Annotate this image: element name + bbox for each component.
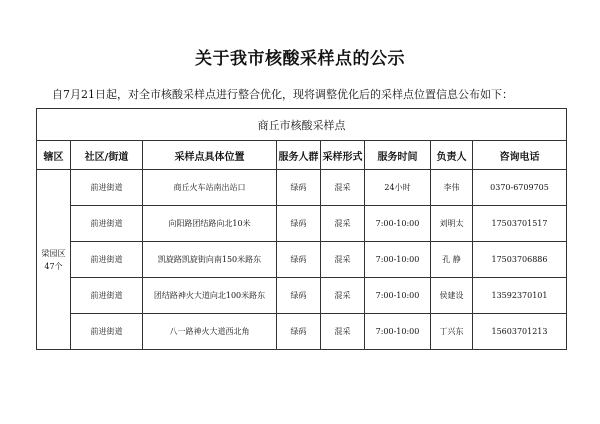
phone-cell: 0370-6709705	[473, 170, 567, 206]
service-group-cell: 绿码	[277, 170, 321, 206]
sampling-mode-cell: 混采	[321, 242, 365, 278]
district-cell	[37, 170, 71, 350]
location-cell: 八一路神火大道西北角	[143, 314, 277, 350]
sampling-mode-cell: 混采	[321, 206, 365, 242]
service-group-cell: 绿码	[277, 206, 321, 242]
intro-paragraph: 自7月21日起，对全市核酸采样点进行整合优化，现将调整优化后的采样点位置信息公布如下：	[52, 88, 513, 101]
header-sampling-mode: 采样形式	[321, 141, 365, 170]
sampling-point-table	[36, 108, 567, 350]
person-cell: 刘明太	[431, 206, 473, 242]
service-time-cell: 24小时	[365, 170, 431, 206]
location-cell: 商丘火车站南出站口	[143, 170, 277, 206]
table-caption: 商丘市核酸采样点	[37, 109, 567, 141]
phone-cell: 13592370101	[473, 278, 567, 314]
table-row	[37, 242, 567, 278]
person-cell: 丁兴东	[431, 314, 473, 350]
phone-cell: 17503701517	[473, 206, 567, 242]
service-time-cell: 7:00-10:00	[365, 242, 431, 278]
sampling-mode-cell: 混采	[321, 278, 365, 314]
community-cell: 前进街道	[71, 206, 143, 242]
header-community: 社区/街道	[71, 141, 143, 170]
community-cell: 前进街道	[71, 278, 143, 314]
service-group-cell: 绿码	[277, 314, 321, 350]
header-phone: 咨询电话	[473, 141, 567, 170]
person-cell: 孔 静	[431, 242, 473, 278]
location-cell: 团结路神火大道向北100米路东	[143, 278, 277, 314]
service-group-cell: 绿码	[277, 278, 321, 314]
table-row	[37, 170, 567, 206]
district-name: 梁园区	[41, 248, 66, 258]
service-time-cell: 7:00-10:00	[365, 206, 431, 242]
table-row	[37, 206, 567, 242]
sampling-mode-cell: 混采	[321, 314, 365, 350]
service-group-cell: 绿码	[277, 242, 321, 278]
header-district: 辖区	[37, 141, 71, 170]
table-row	[37, 278, 567, 314]
table-header-row	[37, 141, 567, 170]
sampling-mode-cell: 混采	[321, 170, 365, 206]
header-service-time: 服务时间	[365, 141, 431, 170]
service-time-cell: 7:00-10:00	[365, 278, 431, 314]
table-row	[37, 314, 567, 350]
person-cell: 李伟	[431, 170, 473, 206]
location-cell: 凯旋路凯旋街向南150米路东	[143, 242, 277, 278]
header-person-in-charge: 负责人	[431, 141, 473, 170]
location-cell: 向阳路团结路向北10米	[143, 206, 277, 242]
header-location: 采样点具体位置	[143, 141, 277, 170]
community-cell: 前进街道	[71, 314, 143, 350]
person-cell: 侯建设	[431, 278, 473, 314]
page-title: 关于我市核酸采样点的公示	[195, 49, 405, 69]
community-cell: 前进街道	[71, 170, 143, 206]
header-service-group: 服务人群	[277, 141, 321, 170]
service-time-cell: 7:00-10:00	[365, 314, 431, 350]
phone-cell: 17503706886	[473, 242, 567, 278]
community-cell: 前进街道	[71, 242, 143, 278]
phone-cell: 15603701213	[473, 314, 567, 350]
district-count: 47个	[44, 261, 63, 271]
